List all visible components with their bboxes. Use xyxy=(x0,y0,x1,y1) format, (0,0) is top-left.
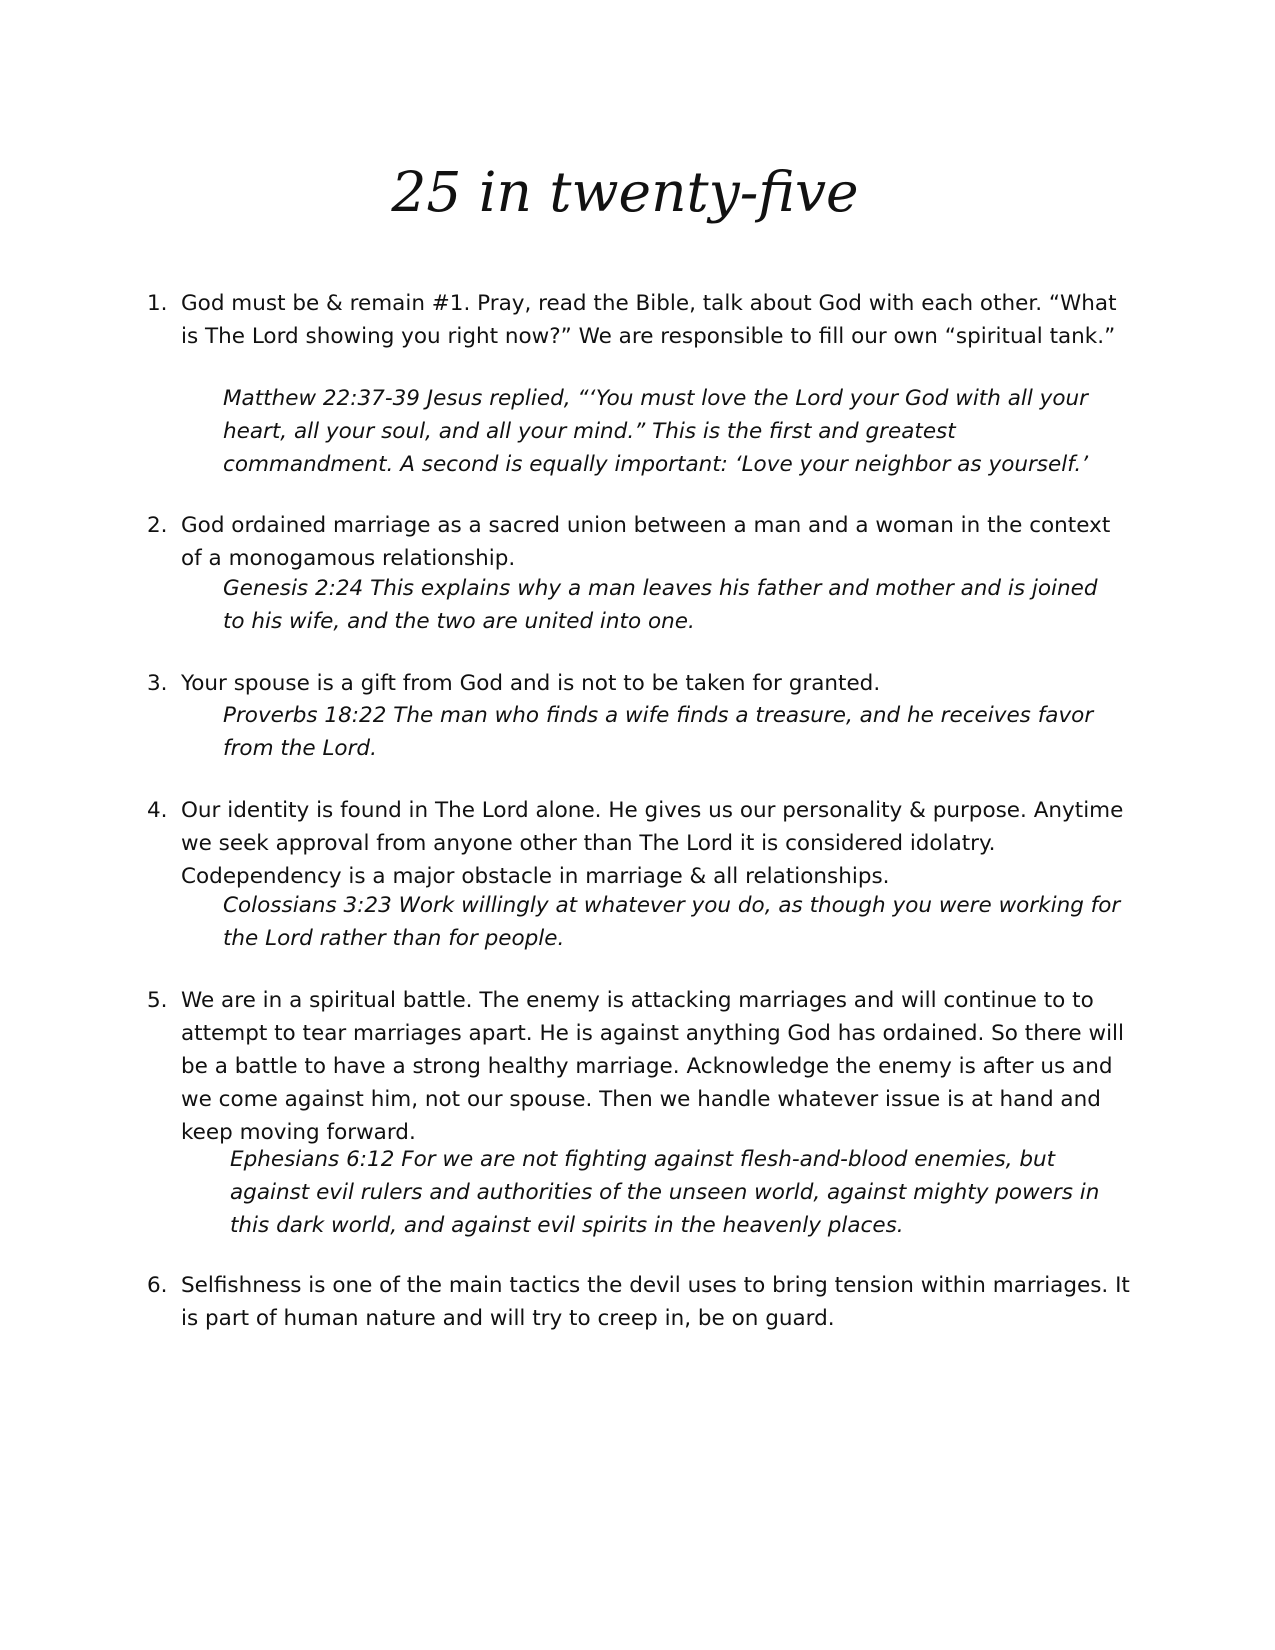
item-text: Your spouse is a gift from God and is not to be taken for granted. xyxy=(181,671,881,696)
item-number: 4. xyxy=(147,798,168,823)
scripture-verse: Matthew 22:37-39 Jesus replied, “‘You must love the Lord your God with all your heart, all your soul, and all your mind.” This is the first and greatest commandment. A second is equally important: ‘Love your neighbor as yourself.’ xyxy=(223,386,1089,477)
page-title: 25 in twenty-five xyxy=(391,160,859,224)
item-number: 5. xyxy=(147,988,168,1013)
item-text: God must be & remain #1. Pray, read the Bible, talk about God with each other. “What is The Lord showing you right now?” We are responsible to fill our own “spiritual tank.” xyxy=(181,291,1117,349)
scripture-verse: Ephesians 6:12 For we are not fighting against flesh-and-blood enemies, but against evil rulers and authorities of the unseen world, against mighty powers in this dark world, and against evil spirits in the heavenly places. xyxy=(230,1147,1100,1238)
item-number: 2. xyxy=(147,513,168,538)
item-text: We are in a spiritual battle. The enemy is attacking marriages and will continue to to attempt to tear marriages apart. He is against anything God has ordained. So there will be a battle to have a strong healthy marriage. Acknowledge the enemy is after us and we come against him, not our spouse. Then we handle whatever issue is at hand and keep moving forward. xyxy=(181,988,1124,1145)
item-number: 1. xyxy=(147,291,168,316)
scripture-verse: Genesis 2:24 This explains why a man leaves his father and mother and is joined to his wife, and the two are united into one. xyxy=(223,576,1098,634)
item-number: 6. xyxy=(147,1273,168,1298)
item-text: God ordained marriage as a sacred union between a man and a woman in the context of a monogamous relationship. xyxy=(181,513,1111,571)
scripture-verse: Colossians 3:23 Work willingly at whatever you do, as though you were working for the Lord rather than for people. xyxy=(223,893,1121,951)
item-text: Our identity is found in The Lord alone. He gives us our personality & purpose. Anytime we seek approval from anyone other than The Lord it is considered idolatry. Codependency is a major obstacle in marriage & all relationships. xyxy=(181,798,1124,889)
scripture-verse: Proverbs 18:22 The man who finds a wife finds a treasure, and he receives favor from the Lord. xyxy=(223,703,1094,761)
item-text: Selfishness is one of the main tactics the devil uses to bring tension within marriages. It is part of human nature and will try to creep in, be on guard. xyxy=(181,1273,1130,1331)
item-number: 3. xyxy=(147,671,168,696)
